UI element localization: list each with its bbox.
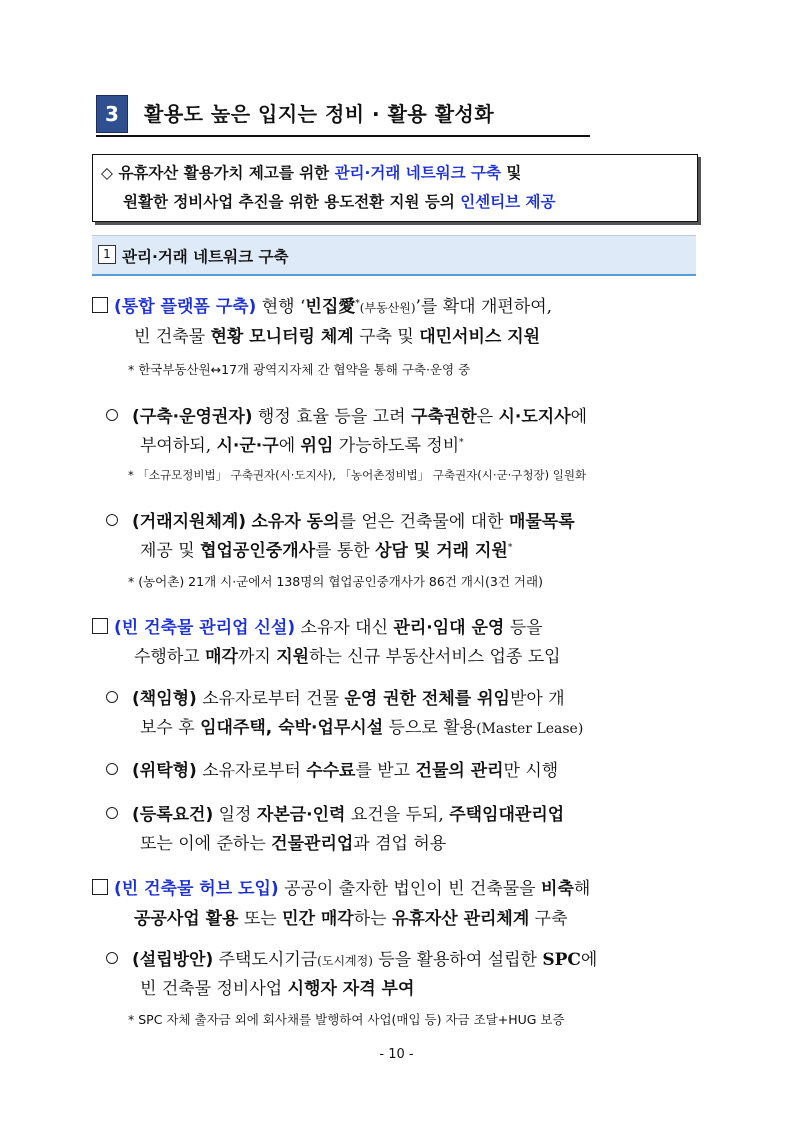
item-establishment-plan: (설립방안) 주택도시기금(도시계정) 등을 활용하여 설립한 SPC에 (106, 945, 597, 970)
item-building-hub: (빈 건축물 허브 도입) 공공이 출자한 법인이 빈 건축물을 비축해 (92, 874, 590, 899)
bullet-circle-icon (106, 691, 118, 703)
subsection-number: 1 (98, 245, 116, 264)
note-1: * 한국부동산원↔17개 광역지자체 간 협약을 통해 구축·운영 중 (128, 362, 471, 377)
note-3: * (농어촌) 21개 시·군에서 138명의 협업공인중개사가 86건 개시(3건 거래) (128, 574, 543, 589)
item-management-business: (빈 건축물 관리업 신설) 소유자 대신 관리·임대 운영 등을 (92, 613, 543, 638)
item-trade-support-line2: 제공 및 협업공인중개사를 통한 상담 및 거래 지원* (140, 541, 513, 561)
note-2: * 「소규모정비법」 구축권자(시·도지사), 「농어촌정비법」 구축권자(시·군·구청장) 일원화 (128, 468, 587, 482)
item-registration-requirements-line2: 또는 이에 준하는 건물관리업과 겸업 허용 (140, 834, 447, 854)
item-platform-line2: 빈 건축물 현황 모니터링 체계 구축 및 대민서비스 지원 (134, 327, 541, 347)
summary-box (92, 154, 698, 222)
item-trade-support: (거래지원체계) 소유자 동의를 얻은 건축물에 대한 매물목록 (106, 507, 575, 532)
item-establishment-plan-line2: 빈 건축물 정비사업 시행자 자격 부여 (140, 979, 415, 999)
subsection-header (92, 235, 696, 276)
item-management-business-line2: 수행하고 매각까지 지원하는 신규 부동산서비스 업종 도입 (134, 647, 561, 667)
section-number: 3 (96, 95, 128, 133)
section-header (96, 93, 590, 137)
item-responsible-type: (책임형) 소유자로부터 건물 운영 권한 전체를 위임받아 개 (106, 684, 565, 709)
page-number: - 10 - (379, 1047, 414, 1062)
note-4: * SPC 자체 출자금 외에 회사채를 발행하여 사업(매입 등) 자금 조달+HUG 보증 (128, 1012, 565, 1027)
checkbox-square-icon (92, 618, 108, 634)
bullet-circle-icon (106, 807, 118, 819)
item-build-authority: (구축·운영권자) 행정 효율 등을 고려 구축권한은 시·도지사에 (106, 402, 587, 427)
summary-line-2: 원활한 정비사업 추진을 위한 용도전환 지원 등의 인센티브 제공 (123, 193, 556, 211)
item-entrusted-type: (위탁형) 소유자로부터 수수료를 받고 건물의 관리만 시행 (106, 756, 558, 781)
item-build-authority-line2: 부여하되, 시·군·구에 위임 가능하도록 정비* (140, 436, 464, 456)
bullet-circle-icon (106, 409, 118, 421)
subsection-title: 관리·거래 네트워크 구축 (122, 248, 289, 266)
summary-line-1: ◇ 유휴자산 활용가치 제고를 위한 관리·거래 네트워크 구축 및 (101, 164, 522, 182)
item-building-hub-line2: 공공사업 활용 또는 민간 매각하는 유휴자산 관리체계 구축 (134, 909, 568, 929)
bullet-circle-icon (106, 514, 118, 526)
item-registration-requirements: (등록요건) 일정 자본금·인력 요건을 두되, 주택임대관리업 (106, 800, 564, 825)
bullet-circle-icon (106, 763, 118, 775)
checkbox-square-icon (92, 879, 108, 895)
bullet-circle-icon (106, 952, 118, 964)
checkbox-square-icon (92, 297, 108, 313)
item-platform: (통합 플랫폼 구축) 현행 ‘빈집愛*(부동산원)’를 확대 개편하여, (92, 292, 552, 317)
section-title: 활용도 높은 입지는 정비 · 활용 활성화 (144, 102, 495, 126)
item-responsible-type-line2: 보수 후 임대주택, 숙박·업무시설 등으로 활용(Master Lease) (140, 718, 584, 738)
